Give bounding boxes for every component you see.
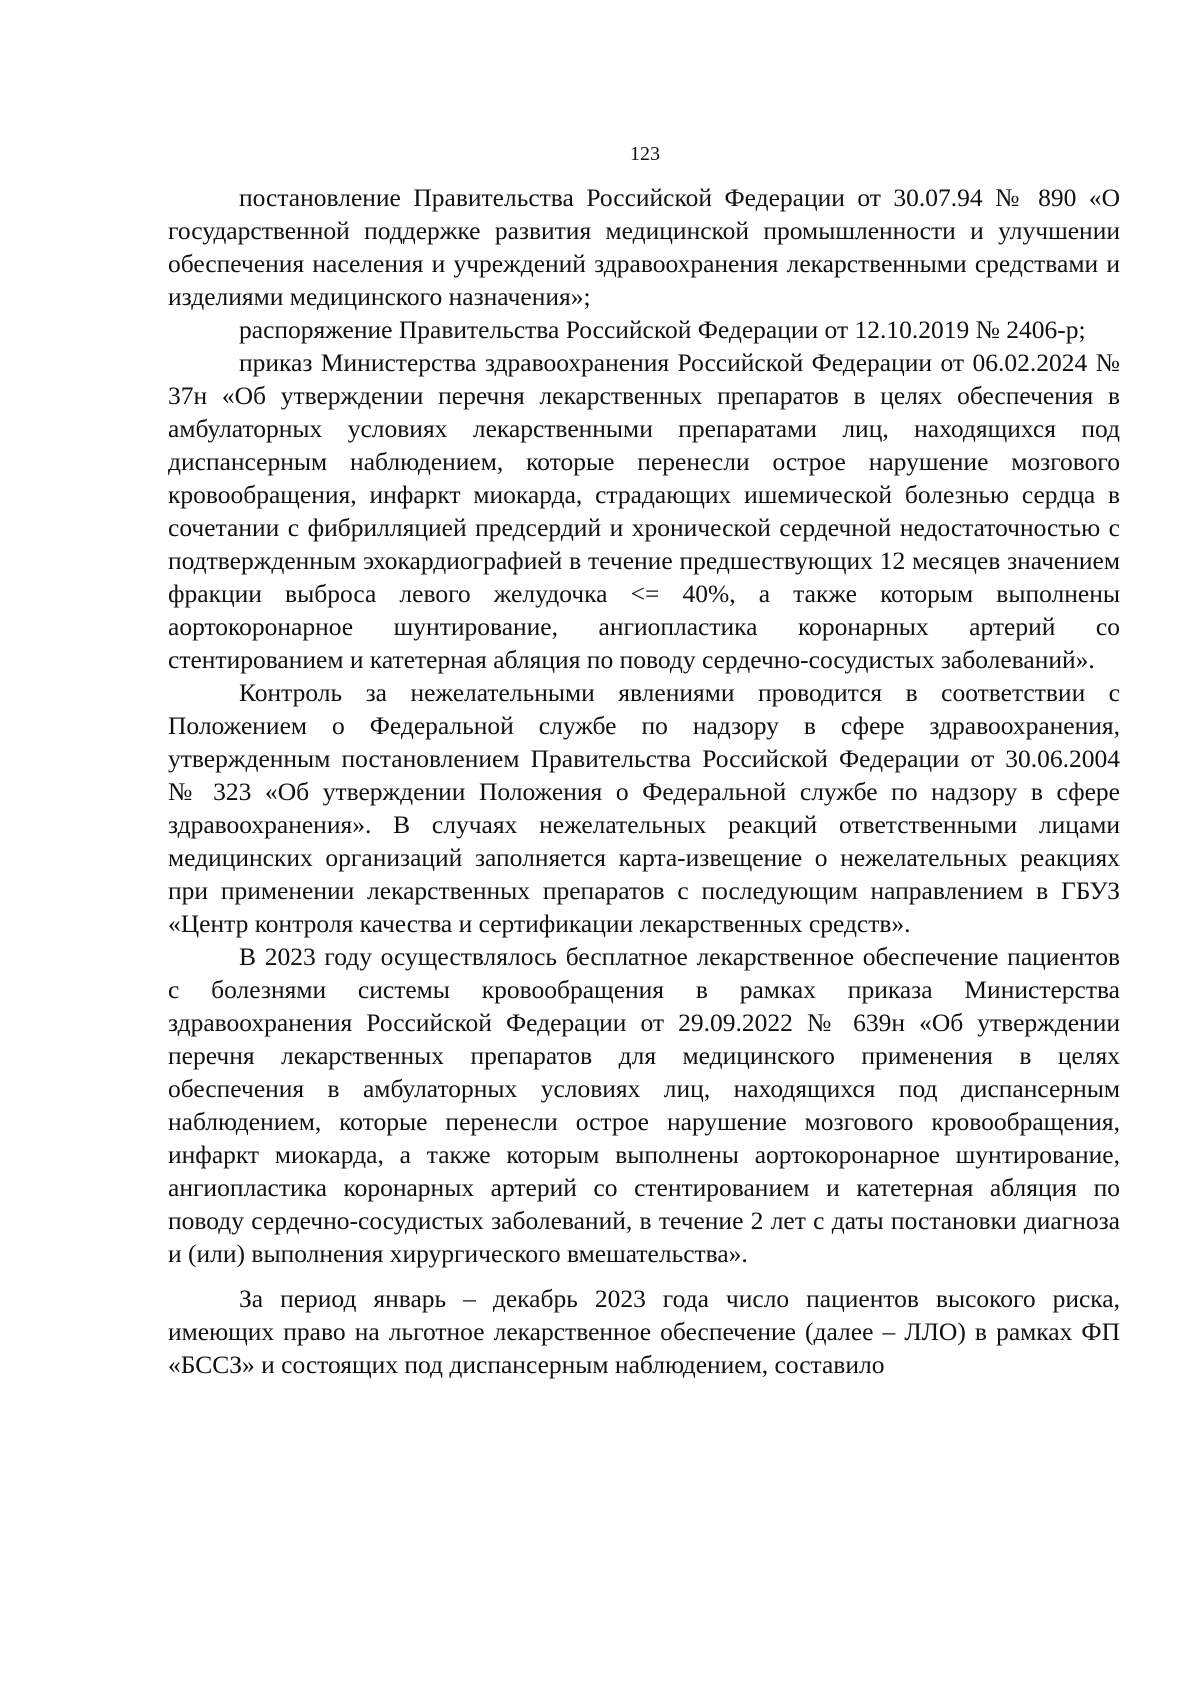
page-number: 123 bbox=[630, 143, 660, 165]
paragraph-ministry-order-37n: приказ Министерства здравоохранения Российской Федерации от 06.02.2024 № 37н «Об утверждении перечня лекарственных препаратов в целях обеспечения в амбулаторных условиях лекарственными препаратами лиц, находящихся под диспансерным наблюдением, которые перенесли острое нарушение мозгового кровообращения, инфаркт миокарда, страдающих ишемической болезнью сердца в сочетании с фибрилляцией предсердий и хронической сердечной недостаточностью с подтвержденным эхокардиографией в течение предшествующих 12 месяцев значением фракции выброса левого желудочка <= 40%, а также которым выполнены аортокоронарное шунтирование, ангиопластика коронарных артерий со стентированием и катетерная абляция по поводу сердечно-сосудистых заболеваний». bbox=[168, 348, 1120, 674]
paragraph-free-drug-provision-2023: В 2023 году осуществлялось бесплатное лекарственное обеспечение пациентов с болезнями системы кровообращения в рамках приказа Министерства здравоохранения Российской Федерации от 29.09.2022 № 639н «Об утверждении перечня лекарственных препаратов для медицинского применения в целях обеспечения в амбулаторных условиях лиц, находящихся под диспансерным наблюдением, которые перенесли острое нарушение мозгового кровообращения, инфаркт миокарда, а также которым выполнены аортокоронарное шунтирование, ангиопластика коронарных артерий со стентированием и катетерная абляция по поводу сердечно-сосудистых заболеваний, в течение 2 лет с даты постановки диагноза и (или) выполнения хирургического вмешательства». bbox=[168, 942, 1120, 1268]
paragraph-government-decree: постановление Правительства Российской Федерации от 30.07.94 № 890 «О государственной поддержке развития медицинской промышленности и улучшении обеспечения населения и учреждений здравоохранения лекарственными средствами и изделиями медицинского назначения»; bbox=[168, 183, 1120, 311]
paragraph-high-risk-patients: За период январь – декабрь 2023 года число пациентов высокого риска, имеющих право на льготное лекарственное обеспечение (далее – ЛЛО) в рамках ФП «БССЗ» и состоящих под диспансерным наблюдением, составило bbox=[168, 1284, 1120, 1379]
document-body bbox=[168, 181, 1120, 1381]
paragraph-government-order: распоряжение Правительства Российской Федерации от 12.10.2019 № 2406-р; bbox=[239, 315, 1086, 344]
paragraph-adverse-events-control: Контроль за нежелательными явлениями проводится в соответствии с Положением о Федеральной службе по надзору в сфере здравоохранения, утвержденным постановлением Правительства Российской Федерации от 30.06.2004 № 323 «Об утверждении Положения о Федеральной службе по надзору в сфере здравоохранения». В случаях нежелательных реакций ответственными лицами медицинских организаций заполняется карта-извещение о нежелательных реакциях при применении лекарственных препаратов с последующим направлением в ГБУЗ «Центр контроля качества и сертификации лекарственных средств». bbox=[168, 678, 1120, 938]
